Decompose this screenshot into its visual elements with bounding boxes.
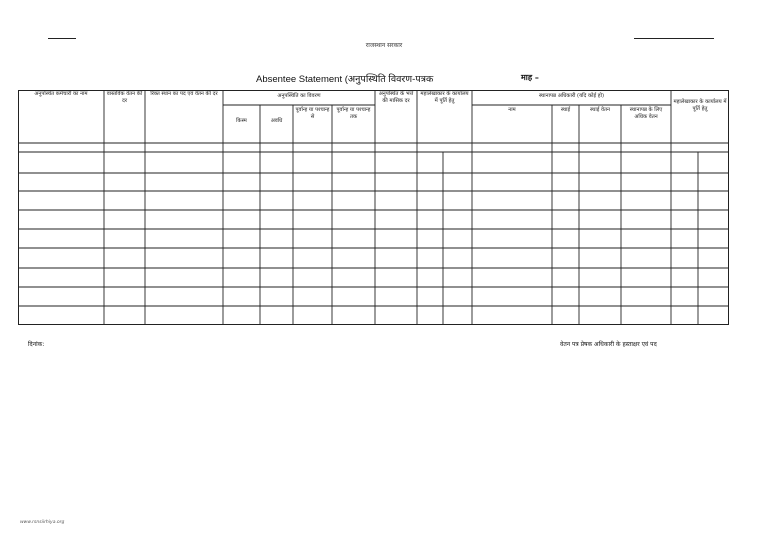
header-absence-period: अवधि — [270, 118, 283, 124]
header-absence-group: अनुपस्थिति का विवरण — [277, 93, 321, 99]
header-substitute-name: नाम — [508, 107, 516, 113]
header-ag-office-right: महालेखाकार के कार्यालय में पूर्ति हेतु — [673, 99, 727, 113]
header-monthly-allowance: अनुपस्थित के भत्ते की मासिक दर — [378, 91, 414, 105]
page-title: Absentee Statement (अनुपस्थिति विवरण-पत्रक — [256, 74, 434, 85]
signatory-label: वेतन पत्र प्रेषक अधिकारी के हस्ताक्षर एवं पद — [560, 341, 657, 348]
header-substitute-group: स्थानापन्न अधिकारी (यदि कोई हो) — [538, 93, 605, 99]
top-right-rule — [634, 38, 714, 39]
header-absence-type: किस्म — [236, 118, 247, 124]
website-footer: www.rsnsiirhiya.org — [20, 520, 65, 525]
government-heading: राजस्थान सरकार — [365, 42, 403, 49]
month-label: माह – — [521, 73, 539, 82]
header-officiating-pay: स्थानापन्न के लिए अधिक वेतन — [629, 107, 663, 121]
header-actual-salary: वास्तविक वेतन की दर — [106, 91, 143, 105]
header-from-time: पूर्वान्ह या पश्चान्ह से — [295, 107, 330, 121]
absentee-statement-table — [18, 90, 729, 325]
top-left-rule — [48, 38, 76, 39]
date-label: दिनांक: — [28, 341, 45, 348]
header-to-time: पूर्वान्ह या पश्चान्ह तक — [336, 107, 371, 121]
header-substantive: स्थाई — [560, 107, 571, 113]
header-ag-office-left: महालेखाकार के कार्यालय में पूर्ति हेतु — [420, 91, 469, 105]
header-employee-name: अनुपस्थित कर्मचारी का नाम — [34, 91, 88, 97]
header-vacant-post: रिक्त स्थान का पद एवं वेतन की दर — [150, 91, 218, 97]
header-substantive-salary: स्थाई वेतन — [590, 107, 610, 113]
